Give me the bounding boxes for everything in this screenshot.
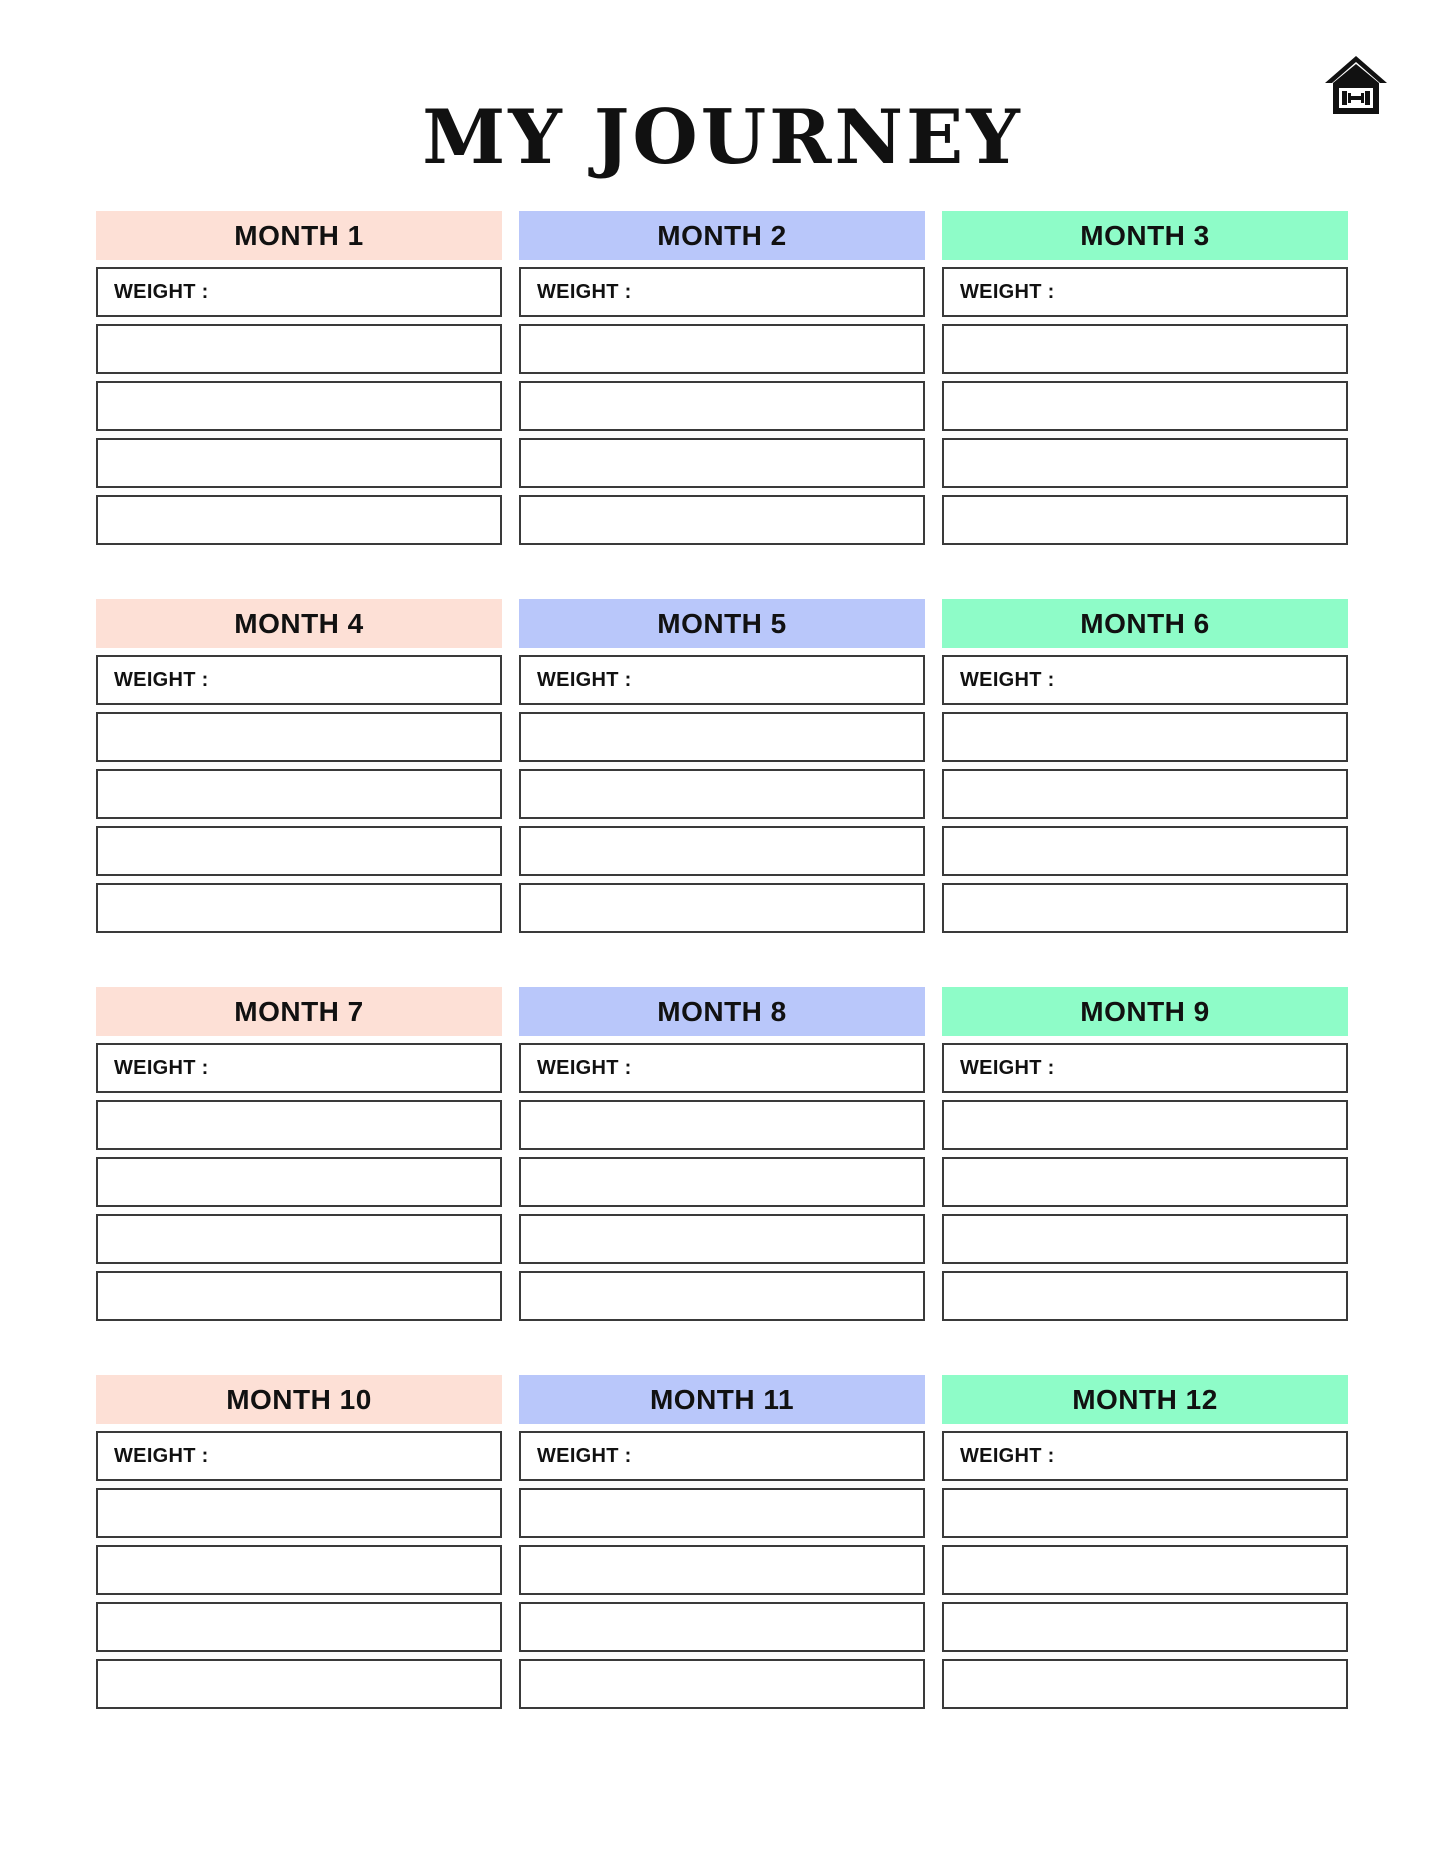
weight-field[interactable] [942,655,1348,705]
weight-label: WEIGHT : [114,280,209,303]
weight-label: WEIGHT : [114,668,209,691]
month-header: MONTH 12 [942,1375,1348,1424]
month-block [942,1375,1348,1709]
weight-field[interactable] [96,655,502,705]
month-block [96,599,502,933]
entry-field[interactable] [96,438,502,488]
entry-field[interactable] [519,1157,925,1207]
month-block [519,211,925,545]
entry-field[interactable] [942,495,1348,545]
entry-field[interactable] [96,1157,502,1207]
entry-field[interactable] [942,1157,1348,1207]
month-block [96,987,502,1321]
entry-field[interactable] [96,1271,502,1321]
entry-field[interactable] [519,826,925,876]
entry-field[interactable] [942,1214,1348,1264]
entry-field[interactable] [942,712,1348,762]
month-header: MONTH 7 [96,987,502,1036]
months-grid [96,211,1348,1709]
month-block [519,1375,925,1709]
entry-field[interactable] [96,381,502,431]
month-header: MONTH 6 [942,599,1348,648]
entry-field[interactable] [96,826,502,876]
month-block [519,987,925,1321]
weight-field[interactable] [519,655,925,705]
entry-field[interactable] [519,381,925,431]
entry-field[interactable] [942,769,1348,819]
entry-field[interactable] [519,1602,925,1652]
entry-field[interactable] [519,1659,925,1709]
month-block [96,1375,502,1709]
weight-field[interactable] [96,267,502,317]
entry-field[interactable] [942,1545,1348,1595]
weight-label: WEIGHT : [114,1056,209,1079]
entry-field[interactable] [942,438,1348,488]
entry-field[interactable] [942,1271,1348,1321]
entry-field[interactable] [96,1545,502,1595]
entry-field[interactable] [96,769,502,819]
entry-field[interactable] [519,712,925,762]
entry-field[interactable] [519,769,925,819]
weight-label: WEIGHT : [960,280,1055,303]
weight-field[interactable] [519,1431,925,1481]
weight-label: WEIGHT : [114,1444,209,1467]
entry-field[interactable] [519,1271,925,1321]
month-header: MONTH 3 [942,211,1348,260]
month-block [96,211,502,545]
weight-label: WEIGHT : [537,1056,632,1079]
weight-field[interactable] [942,1431,1348,1481]
weight-label: WEIGHT : [960,668,1055,691]
month-header: MONTH 4 [96,599,502,648]
entry-field[interactable] [942,381,1348,431]
weight-label: WEIGHT : [537,280,632,303]
page-title: MY JOURNEY [422,93,1023,181]
entry-field[interactable] [96,1214,502,1264]
entry-field[interactable] [96,1488,502,1538]
entry-field[interactable] [96,495,502,545]
entry-field[interactable] [519,495,925,545]
entry-field[interactable] [96,324,502,374]
month-header: MONTH 2 [519,211,925,260]
month-header: MONTH 5 [519,599,925,648]
entry-field[interactable] [519,1214,925,1264]
weight-label: WEIGHT : [537,1444,632,1467]
weight-label: WEIGHT : [960,1444,1055,1467]
month-block [942,599,1348,933]
entry-field[interactable] [519,1545,925,1595]
entry-field[interactable] [519,324,925,374]
entry-field[interactable] [942,826,1348,876]
month-block [519,599,925,933]
entry-field[interactable] [519,438,925,488]
entry-field[interactable] [96,883,502,933]
entry-field[interactable] [519,1100,925,1150]
weight-label: WEIGHT : [960,1056,1055,1079]
entry-field[interactable] [96,1659,502,1709]
month-header: MONTH 1 [96,211,502,260]
weight-field[interactable] [96,1043,502,1093]
entry-field[interactable] [96,712,502,762]
weight-field[interactable] [942,267,1348,317]
entry-field[interactable] [942,324,1348,374]
entry-field[interactable] [96,1602,502,1652]
weight-field[interactable] [519,1043,925,1093]
entry-field[interactable] [942,883,1348,933]
entry-field[interactable] [942,1488,1348,1538]
entry-field[interactable] [519,883,925,933]
entry-field[interactable] [942,1602,1348,1652]
month-header: MONTH 11 [519,1375,925,1424]
month-block [942,211,1348,545]
month-header: MONTH 9 [942,987,1348,1036]
weight-field[interactable] [942,1043,1348,1093]
entry-field[interactable] [942,1659,1348,1709]
month-header: MONTH 8 [519,987,925,1036]
entry-field[interactable] [942,1100,1348,1150]
entry-field[interactable] [96,1100,502,1150]
weight-label: WEIGHT : [537,668,632,691]
weight-field[interactable] [519,267,925,317]
weight-field[interactable] [96,1431,502,1481]
home-dumbbell-icon [1323,52,1389,118]
month-block [942,987,1348,1321]
entry-field[interactable] [519,1488,925,1538]
month-header: MONTH 10 [96,1375,502,1424]
